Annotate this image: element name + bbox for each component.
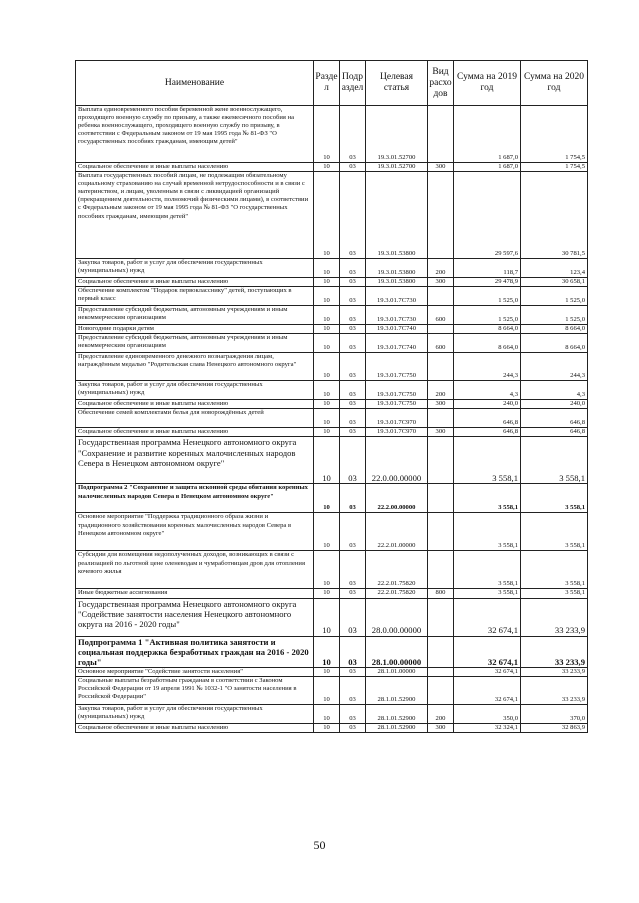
cell-target: 19.3.01.7С730 <box>366 306 428 325</box>
cell-razdel: 10 <box>314 381 340 400</box>
cell-target: 22.2.00.00000 <box>366 484 428 513</box>
cell-sum-2019: 3 558,1 <box>454 589 521 598</box>
cell-name: Предоставление субсидий бюджетным, автономным учреждениям и иным некоммерческим организациям <box>76 306 314 325</box>
cell-target: 28.1.00.00000 <box>366 636 428 668</box>
cell-razdel: 10 <box>314 172 340 259</box>
table-row <box>76 551 588 589</box>
table-row <box>76 636 588 668</box>
table-row <box>76 278 588 287</box>
table-row <box>76 589 588 598</box>
cell-sum-2020: 646,8 <box>521 409 588 428</box>
cell-razdel: 10 <box>314 334 340 353</box>
cell-razdel: 10 <box>314 353 340 381</box>
cell-target: 19.3.01.52700 <box>366 163 428 172</box>
cell-sum-2020: 1 754,5 <box>521 106 588 163</box>
cell-sum-2020: 4,3 <box>521 381 588 400</box>
cell-target: 28.1.01.52900 <box>366 705 428 724</box>
cell-razdel: 10 <box>314 306 340 325</box>
cell-sum-2020: 8 664,0 <box>521 334 588 353</box>
table-row <box>76 353 588 381</box>
cell-target: 22.0.00.00000 <box>366 437 428 484</box>
cell-vid: 300 <box>428 163 454 172</box>
cell-target: 28.1.01.00000 <box>366 668 428 677</box>
cell-sum-2019: 3 558,1 <box>454 551 521 589</box>
cell-vid: 300 <box>428 724 454 733</box>
cell-razdel: 10 <box>314 428 340 437</box>
cell-razdel: 10 <box>314 287 340 306</box>
cell-podrazdel: 03 <box>340 106 366 163</box>
cell-sum-2020: 3 558,1 <box>521 437 588 484</box>
table-row <box>76 400 588 409</box>
cell-target: 19.3.01.7С750 <box>366 353 428 381</box>
cell-vid <box>428 668 454 677</box>
cell-target: 19.3.01.7С730 <box>366 287 428 306</box>
cell-name: Государственная программа Ненецкого автономного округа "Содействие занятости населения Ненецкого автономного округа на 2016 - 2020 годы" <box>76 598 314 636</box>
table-row <box>76 598 588 636</box>
cell-sum-2020: 3 558,1 <box>521 484 588 513</box>
cell-vid <box>428 287 454 306</box>
cell-podrazdel: 03 <box>340 334 366 353</box>
cell-vid <box>428 353 454 381</box>
cell-vid: 300 <box>428 400 454 409</box>
cell-sum-2019: 244,3 <box>454 353 521 381</box>
cell-podrazdel: 03 <box>340 163 366 172</box>
cell-podrazdel: 03 <box>340 724 366 733</box>
cell-target: 19.3.01.53800 <box>366 278 428 287</box>
cell-sum-2019: 8 664,0 <box>454 334 521 353</box>
table-header-row <box>76 61 588 106</box>
table-row <box>76 163 588 172</box>
table-row <box>76 428 588 437</box>
cell-sum-2019: 4,3 <box>454 381 521 400</box>
cell-sum-2020: 1 525,0 <box>521 287 588 306</box>
cell-sum-2020: 1 525,0 <box>521 306 588 325</box>
cell-sum-2019: 32 674,1 <box>454 668 521 677</box>
cell-sum-2019: 3 558,1 <box>454 513 521 551</box>
cell-target: 22.2.01.00000 <box>366 513 428 551</box>
header-razdel: Разде л <box>314 61 340 106</box>
cell-name: Социальное обеспечение и иные выплаты населению <box>76 400 314 409</box>
cell-sum-2019: 32 674,1 <box>454 636 521 668</box>
table-row <box>76 724 588 733</box>
table-row <box>76 668 588 677</box>
cell-sum-2019: 240,0 <box>454 400 521 409</box>
cell-sum-2019: 32 674,1 <box>454 598 521 636</box>
cell-podrazdel: 03 <box>340 589 366 598</box>
cell-podrazdel: 03 <box>340 287 366 306</box>
cell-target: 19.3.01.7С750 <box>366 400 428 409</box>
cell-name: Социальное обеспечение и иные выплаты населению <box>76 278 314 287</box>
cell-podrazdel: 03 <box>340 598 366 636</box>
cell-sum-2019: 29 478,9 <box>454 278 521 287</box>
cell-sum-2019: 8 664,0 <box>454 325 521 334</box>
cell-name: Социальное обеспечение и иные выплаты населению <box>76 724 314 733</box>
cell-vid <box>428 598 454 636</box>
table-row <box>76 437 588 484</box>
cell-vid <box>428 106 454 163</box>
cell-podrazdel: 03 <box>340 668 366 677</box>
cell-podrazdel: 03 <box>340 513 366 551</box>
table-row <box>76 334 588 353</box>
cell-name: Выплата государственных пособий лицам, не подлежащим обязательному социальному страхованию на случай временной нетрудоспособности и в связи с материнством, и лицам, уволенным в связи с ликвидацией организаций (прекращением деятельности, полномочий физическими лицами), в соответствии с Федеральным законом от 19 мая 1995 года № 81-ФЗ "О государственных пособиях гражданам, имеющим детей" <box>76 172 314 259</box>
cell-podrazdel: 03 <box>340 636 366 668</box>
cell-razdel: 10 <box>314 636 340 668</box>
cell-razdel: 10 <box>314 278 340 287</box>
cell-sum-2020: 3 558,1 <box>521 513 588 551</box>
cell-sum-2020: 3 558,1 <box>521 551 588 589</box>
cell-sum-2019: 1 525,0 <box>454 287 521 306</box>
cell-razdel: 10 <box>314 437 340 484</box>
cell-target: 19.3.01.7С740 <box>366 334 428 353</box>
cell-sum-2020: 30 781,5 <box>521 172 588 259</box>
cell-podrazdel: 03 <box>340 551 366 589</box>
cell-target: 19.3.01.53800 <box>366 259 428 278</box>
cell-sum-2019: 1 687,0 <box>454 106 521 163</box>
cell-vid <box>428 409 454 428</box>
cell-podrazdel: 03 <box>340 353 366 381</box>
cell-podrazdel: 03 <box>340 677 366 705</box>
table-row <box>76 172 588 259</box>
cell-name: Основное мероприятие "Поддержка традиционного образа жизни и традиционного хозяйствования коренных малочисленных народов Севера в Ненецком автономном округе" <box>76 513 314 551</box>
cell-vid <box>428 325 454 334</box>
cell-vid: 600 <box>428 334 454 353</box>
cell-target: 19.3.01.7С970 <box>366 409 428 428</box>
page-number: 50 <box>313 838 326 852</box>
cell-razdel: 10 <box>314 724 340 733</box>
cell-razdel: 10 <box>314 400 340 409</box>
cell-sum-2020: 33 233,9 <box>521 598 588 636</box>
table-row <box>76 306 588 325</box>
cell-vid: 600 <box>428 306 454 325</box>
cell-razdel: 10 <box>314 259 340 278</box>
cell-sum-2020: 33 233,9 <box>521 668 588 677</box>
cell-podrazdel: 03 <box>340 325 366 334</box>
cell-sum-2019: 118,7 <box>454 259 521 278</box>
cell-sum-2020: 370,0 <box>521 705 588 724</box>
cell-podrazdel: 03 <box>340 172 366 259</box>
cell-name: Социальные выплаты безработным гражданам в соответствии с Законом Российской Федерации от 19 апреля 1991 № 1032-1 "О занятости населения в Российской Федерации" <box>76 677 314 705</box>
cell-name: Обеспечение семей комплектами белья для новорождённых детей <box>76 409 314 428</box>
table-row <box>76 677 588 705</box>
cell-target: 19.3.01.52700 <box>366 106 428 163</box>
cell-name: Социальное обеспечение и иные выплаты населению <box>76 163 314 172</box>
header-vid: Вид расхо дов <box>428 61 454 106</box>
header-sum-2019: Сумма на 2019 год <box>454 61 521 106</box>
table-body <box>76 106 588 733</box>
cell-sum-2020: 8 664,0 <box>521 325 588 334</box>
table-row <box>76 705 588 724</box>
table-row <box>76 513 588 551</box>
header-target: Целевая статья <box>366 61 428 106</box>
cell-name: Подпрограмма 2 "Сохранение и защита исконной среды обитания коренных малочисленных народов Севера в Ненецком автономном округе" <box>76 484 314 513</box>
cell-target: 28.1.01.52900 <box>366 724 428 733</box>
table-row <box>76 381 588 400</box>
budget-table-sheet <box>75 60 587 733</box>
cell-vid: 200 <box>428 381 454 400</box>
cell-name: Субсидии для возмещения недополученных доходов, возникающих в связи с реализацией по льготной цене оленеводам и чумработницам дров для отопления кочевого жилья <box>76 551 314 589</box>
cell-podrazdel: 03 <box>340 437 366 484</box>
cell-razdel: 10 <box>314 409 340 428</box>
cell-sum-2019: 32 324,1 <box>454 724 521 733</box>
cell-razdel: 10 <box>314 668 340 677</box>
cell-name: Социальное обеспечение и иные выплаты населению <box>76 428 314 437</box>
cell-vid <box>428 172 454 259</box>
cell-name: Государственная программа Ненецкого автономного округа "Сохранение и развитие коренных малочисленных народов Севера в Ненецком автономном округе" <box>76 437 314 484</box>
cell-sum-2019: 3 558,1 <box>454 484 521 513</box>
header-sum-2020: Сумма на 2020 год <box>521 61 588 106</box>
cell-target: 28.0.00.00000 <box>366 598 428 636</box>
cell-target: 22.2.01.75820 <box>366 589 428 598</box>
cell-target: 19.3.01.7С740 <box>366 325 428 334</box>
cell-razdel: 10 <box>314 598 340 636</box>
cell-podrazdel: 03 <box>340 306 366 325</box>
cell-name: Закупка товаров, работ и услуг для обеспечения государственных (муниципальных) нужд <box>76 705 314 724</box>
cell-sum-2019: 29 597,6 <box>454 172 521 259</box>
cell-razdel: 10 <box>314 325 340 334</box>
cell-razdel: 10 <box>314 677 340 705</box>
cell-name: Закупка товаров, работ и услуг для обеспечения государственных (муниципальных) нужд <box>76 259 314 278</box>
cell-sum-2020: 240,0 <box>521 400 588 409</box>
cell-vid <box>428 677 454 705</box>
cell-name: Выплата единовременного пособия беременной жене военнослужащего, проходящего военную службу по призыву, а также ежемесячного пособия на ребенка военнослужащего, проходящего военную службу по призыву, в соответствии с Федеральным законом от 19 мая 1995 года № 81-ФЗ "О государственных пособиях гражданам, имеющим детей" <box>76 106 314 163</box>
cell-razdel: 10 <box>314 106 340 163</box>
cell-razdel: 10 <box>314 589 340 598</box>
header-name: Наименование <box>76 61 314 106</box>
cell-sum-2020: 123,4 <box>521 259 588 278</box>
table-row <box>76 259 588 278</box>
cell-sum-2020: 33 233,9 <box>521 677 588 705</box>
cell-sum-2020: 244,3 <box>521 353 588 381</box>
cell-vid <box>428 551 454 589</box>
cell-podrazdel: 03 <box>340 278 366 287</box>
cell-target: 19.3.01.7С970 <box>366 428 428 437</box>
cell-podrazdel: 03 <box>340 259 366 278</box>
cell-vid: 300 <box>428 428 454 437</box>
cell-podrazdel: 03 <box>340 428 366 437</box>
cell-name: Подпрограмма 1 "Активная политика занятости и социальная поддержка безработных граждан на 2016 - 2020 годы" <box>76 636 314 668</box>
cell-sum-2019: 646,8 <box>454 409 521 428</box>
cell-sum-2020: 646,8 <box>521 428 588 437</box>
table-row <box>76 287 588 306</box>
cell-name: Обеспечение комплектом "Подарок первокласснику" детей, поступающих в первый класс <box>76 287 314 306</box>
table-row <box>76 106 588 163</box>
cell-vid <box>428 484 454 513</box>
cell-sum-2019: 1 525,0 <box>454 306 521 325</box>
cell-sum-2020: 33 233,9 <box>521 636 588 668</box>
cell-podrazdel: 03 <box>340 705 366 724</box>
cell-vid: 200 <box>428 705 454 724</box>
cell-vid: 200 <box>428 259 454 278</box>
table-row <box>76 484 588 513</box>
cell-sum-2020: 32 863,9 <box>521 724 588 733</box>
cell-sum-2019: 32 674,1 <box>454 677 521 705</box>
cell-name: Предоставление субсидий бюджетным, автономным учреждениям и иным некоммерческим организациям <box>76 334 314 353</box>
cell-sum-2020: 3 558,1 <box>521 589 588 598</box>
cell-sum-2020: 1 754,5 <box>521 163 588 172</box>
cell-name: Закупка товаров, работ и услуг для обеспечения государственных (муниципальных) нужд <box>76 381 314 400</box>
cell-target: 19.3.01.53800 <box>366 172 428 259</box>
cell-name: Основное мероприятие "Содействие занятости населения" <box>76 668 314 677</box>
budget-table <box>75 60 588 733</box>
cell-vid <box>428 513 454 551</box>
cell-razdel: 10 <box>314 705 340 724</box>
cell-name: Новогодние подарки детям <box>76 325 314 334</box>
cell-podrazdel: 03 <box>340 409 366 428</box>
cell-sum-2019: 646,8 <box>454 428 521 437</box>
cell-vid: 300 <box>428 278 454 287</box>
cell-razdel: 10 <box>314 163 340 172</box>
cell-target: 28.1.01.52900 <box>366 677 428 705</box>
cell-name: Иные бюджетные ассигнования <box>76 589 314 598</box>
cell-podrazdel: 03 <box>340 400 366 409</box>
cell-target: 19.3.01.7С750 <box>366 381 428 400</box>
header-podrazdel: Подр аздел <box>340 61 366 106</box>
table-row <box>76 325 588 334</box>
table-row <box>76 409 588 428</box>
cell-target: 22.2.01.75820 <box>366 551 428 589</box>
cell-sum-2019: 1 687,0 <box>454 163 521 172</box>
cell-podrazdel: 03 <box>340 381 366 400</box>
cell-sum-2019: 3 558,1 <box>454 437 521 484</box>
cell-vid: 800 <box>428 589 454 598</box>
cell-razdel: 10 <box>314 484 340 513</box>
cell-vid <box>428 437 454 484</box>
cell-sum-2020: 30 658,1 <box>521 278 588 287</box>
cell-name: Предоставление единовременного денежного вознаграждения лицам, награждённым медалью "Родительская слава Ненецкого автономного округа" <box>76 353 314 381</box>
cell-sum-2019: 350,0 <box>454 705 521 724</box>
cell-razdel: 10 <box>314 551 340 589</box>
cell-razdel: 10 <box>314 513 340 551</box>
cell-vid <box>428 636 454 668</box>
cell-podrazdel: 03 <box>340 484 366 513</box>
